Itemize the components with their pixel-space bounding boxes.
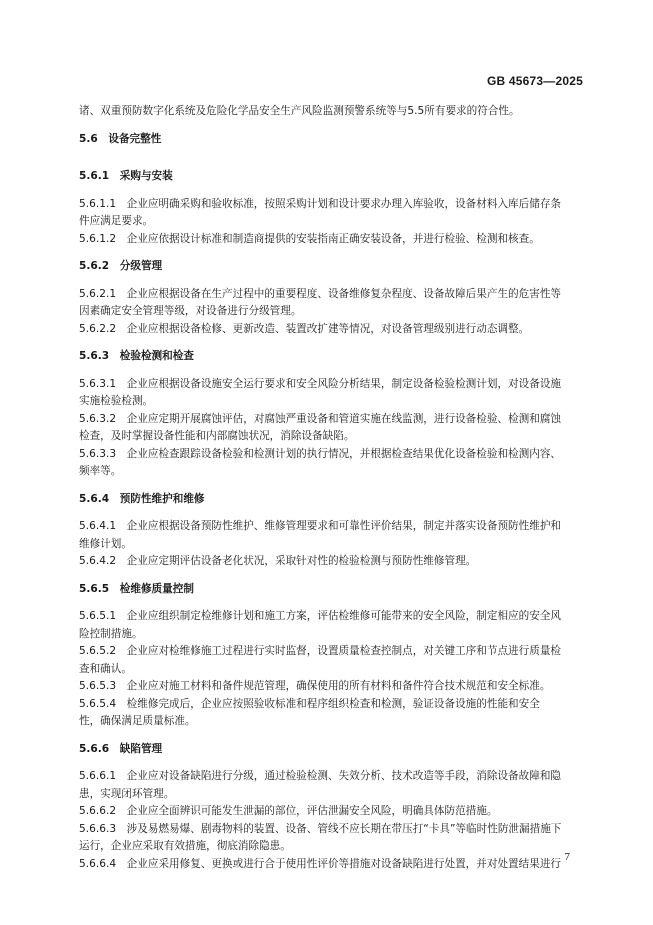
paragraph-line [79, 608, 585, 626]
section-number: 5.6.5 [79, 582, 110, 595]
paragraph-line [79, 196, 585, 214]
section-title: 设备完整性 [108, 132, 162, 145]
section-number: 5.6.6 [79, 742, 110, 755]
paragraph-line [79, 321, 585, 339]
paragraph-line [79, 428, 585, 446]
paragraph-line [79, 696, 585, 714]
paragraph-line [79, 393, 585, 411]
paragraph-line [79, 553, 585, 571]
clause-number: 5.6.3.1 [79, 377, 117, 390]
paragraph-line [79, 803, 585, 821]
page-number: 7 [564, 851, 570, 863]
clause-text: 企业应对施工材料和备件规范管理，确保使用的所有材料和备件符合技术规范和安全标准。 [126, 680, 551, 692]
paragraph-line [79, 678, 585, 696]
section-title: 采购与安装 [119, 170, 173, 182]
clause-text: 性，确保满足质量标准。 [79, 715, 196, 727]
paragraph-line [79, 838, 585, 856]
clause-text: 因素确定安全管理等级，对设备进行分级管理。 [79, 305, 302, 317]
clause-text: 企业应采用修复、更换或进行合于使用性评价等措施对设备缺陷进行处置，并对处置结果进行 [126, 857, 562, 870]
clause-text: 频率等。 [79, 465, 122, 477]
paragraph-line [79, 643, 585, 661]
standard-code: GB 45673—2025 [487, 74, 583, 88]
clause-number: 5.6.5.2 [79, 645, 117, 657]
clause-text: 企业应组织制定检维修计划和施工方案，评估检维修可能带来的安全风险，制定相应的安全风 [126, 610, 562, 622]
clause-number: 5.6.6.4 [79, 857, 117, 870]
section-number: 5.6.1 [79, 170, 110, 182]
clause-text: 实施检验检测。 [79, 395, 154, 407]
clause-text: 险控制措施。 [79, 627, 143, 640]
paragraph-line [79, 463, 585, 481]
clause-number: 5.6.6.2 [79, 805, 117, 817]
section-number: 5.6 [79, 132, 98, 145]
clause-number: 5.6.2.2 [79, 322, 117, 335]
paragraph-line [79, 821, 585, 839]
paragraph-line [79, 786, 585, 804]
section-number: 5.6.2 [79, 260, 110, 272]
section-title: 缺陷管理 [119, 742, 163, 755]
paragraph-line [79, 231, 585, 249]
clause-text: 患，实现闭环管理。 [79, 787, 175, 800]
section-heading [79, 581, 585, 599]
paragraph-line [79, 713, 585, 731]
clause-text: 检查，及时掌握设备性能和内部腐蚀状况，消除设备缺陷。 [79, 430, 355, 442]
section-number: 5.6.3 [79, 350, 110, 362]
clause-text: 维修计划。 [79, 537, 132, 550]
clause-text: 企业应对设备缺陷进行分级，通过检验检测、失效分析、技术改造等手段，消除设备故障和隐 [126, 770, 562, 782]
clause-number: 5.6.6.1 [79, 770, 117, 782]
section-title: 检验检测和检查 [119, 350, 194, 362]
clause-text: 企业应定期开展腐蚀评估，对腐蚀严重设备和管道实施在线监测，进行设备检验、检测和腐蚀 [126, 412, 562, 425]
paragraph-line [79, 446, 585, 464]
paragraph-line [79, 376, 585, 394]
clause-number: 5.6.3.2 [79, 412, 117, 425]
section-heading [79, 258, 585, 276]
section-title: 检维修质量控制 [119, 582, 194, 595]
section-title: 预防性维护和维修 [119, 492, 205, 505]
clause-number: 5.6.4.2 [79, 555, 117, 567]
paragraph-line [79, 856, 585, 874]
clause-text: 企业应明确采购和验收标准，按照采购计划和设计要求办理入库验收，设备材料入库后储存条 [126, 197, 562, 210]
clause-number: 5.6.2.1 [79, 287, 117, 300]
clause-number: 5.6.1.1 [79, 197, 117, 210]
clause-text: 查和确认。 [79, 662, 132, 675]
section-heading [79, 131, 585, 149]
clause-text: 企业应根据设备设施安全运行要求和安全风险分析结果，制定设备检验检测计划，对设备设施 [126, 377, 562, 390]
clause-text: 企业应根据设备预防性维护、维修管理要求和可靠性评价结果，制定并落实设备预防性维护和 [126, 520, 562, 532]
clause-text: 企业应检查跟踪设备检验和检测计划的执行情况，并根据检查结果优化设备检验和检测内容、 [126, 447, 562, 460]
section-heading [79, 491, 585, 509]
clause-number: 5.6.5.4 [79, 697, 117, 710]
section-heading [79, 348, 585, 366]
section-heading [79, 168, 585, 186]
clause-text: 涉及易燃易爆、剧毒物料的装置、设备、管线不应长期在带压打“卡具”等临时性防泄漏措施下 [126, 822, 562, 835]
clause-number: 5.6.5.3 [79, 680, 117, 692]
section-number: 5.6.4 [79, 492, 110, 505]
clause-number: 5.6.6.3 [79, 822, 117, 835]
paragraph-line [79, 536, 585, 554]
clause-text: 企业应根据设备检修、更新改造、装置改扩建等情况，对设备管理级别进行动态调整。 [126, 322, 530, 335]
paragraph-line [79, 768, 585, 786]
paragraph-line [79, 661, 585, 679]
clause-text: 企业应根据设备在生产过程中的重要程度、设备维修复杂程度、设备故障后果产生的危害性等 [126, 287, 562, 300]
clause-number: 5.6.4.1 [79, 520, 117, 532]
paragraph-line [79, 103, 585, 121]
clause-text: 企业应定期评估设备老化状况，采取针对性的检验检测与预防性维修管理。 [126, 555, 477, 567]
clause-text: 企业应对检维修施工过程进行实时监督，设置质量检查控制点，对关键工序和节点进行质量检 [126, 645, 562, 657]
paragraph-line [79, 286, 585, 304]
paragraph-line [79, 303, 585, 321]
clause-number: 5.6.3.3 [79, 447, 117, 460]
clause-number: 5.6.1.2 [79, 232, 117, 245]
paragraph-line [79, 518, 585, 536]
clause-text: 诸、双重预防数字化系统及危险化学品安全生产风险监测预警系统等与5.5所有要求的符合性。 [79, 105, 520, 117]
section-heading [79, 741, 585, 759]
paragraph-line [79, 213, 585, 231]
clause-text: 企业应依据设计标准和制造商提供的安装指南正确安装设备，并进行检验、检测和核查。 [126, 232, 540, 245]
paragraph-line [79, 626, 585, 644]
clause-number: 5.6.5.1 [79, 610, 117, 622]
clause-text: 运行，企业应采取有效措施，彻底消除隐患。 [79, 840, 291, 852]
clause-text: 件应满足要求。 [79, 215, 154, 227]
clause-text: 检维修完成后，企业应按照验收标准和程序组织检查和检测，验证设备设施的性能和安全 [126, 697, 540, 710]
clause-text: 企业应全面辨识可能发生泄漏的部位，评估泄漏安全风险，明确具体防范措施。 [126, 805, 498, 817]
paragraph-line [79, 411, 585, 429]
section-title: 分级管理 [119, 260, 163, 272]
document-body [79, 103, 585, 873]
